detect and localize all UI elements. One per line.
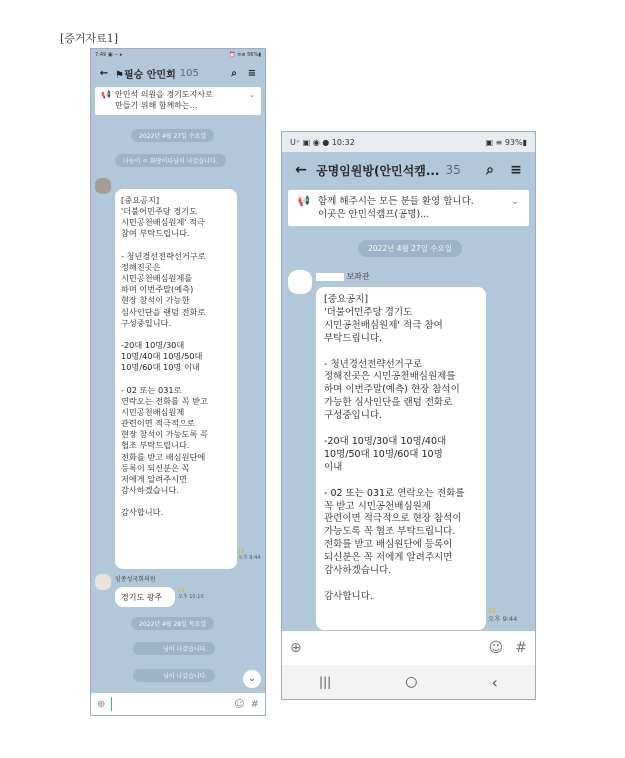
system-message [133,642,215,655]
recent-apps-icon[interactable]: ||| [319,675,332,689]
chat-header [91,62,265,84]
status-icons-right: ⏰ ≡≢ 56%▮ [229,51,261,58]
message-input-bar [91,693,265,715]
unread-count: 15 [488,607,497,615]
status-left [95,52,122,58]
message-meta [178,588,204,600]
menu-icon[interactable]: ≡ [247,67,257,79]
date-divider: 2022년 4월 27일 수요일 [358,240,462,257]
message-time: 오후 10:10 [178,594,204,600]
chat-title: 공명임원방(안민석캠... [316,163,440,178]
status-bar [282,132,535,152]
system-nav-bar [282,665,535,699]
unread-count: 19 [238,549,245,555]
status-icons-right: ▣ ≡ 93%▮ [485,137,527,147]
plus-icon[interactable]: ⊕ [290,640,302,656]
status-bar [91,49,265,60]
message-time: 오후 9:44 [238,555,261,561]
redacted-name [316,273,344,281]
hash-icon[interactable]: # [515,640,527,656]
message-input[interactable] [111,697,234,711]
notice-text: 안민석 의원을 경기도지사로 만들기 위해 함께하는... [115,90,213,110]
member-count: 35 [445,163,461,177]
back-icon[interactable]: ‹ [491,672,498,692]
sender-title: 보좌관 [346,272,370,281]
evidence-label: [증거자료1] [60,32,119,45]
date-divider: 2022년 4월 28일 목요일 [131,617,214,630]
menu-icon[interactable]: ≡ [510,162,522,178]
message-bubble[interactable]: [중요공지] '더불어민주당 경기도 시민공천배심원제' 적극 참여 부탁드립니다. - 청년경선전략선거구로 정해진곳은 시민공천배심원제를 하며 이번주말(예측) 현장 참석이 가능한 심사인단을 랜덤 전화로 구성중입니다. -20대 10명/30대 10명/40대 10명/50대 10명/60대 10명 이내 - 02 또는 031로 연락오는 전화를 꼭 받고 시민공천배심원제 관련이면 적극적으로 현장 참석이 가능도록 꼭 협조 부탁드립니다. 전화를 받고 배심원단에 등록이 되신분은 꼭 저에게 알려주시면 감사하겠습니다. 감사합니다. [316,287,486,630]
hash-icon[interactable]: # [250,698,259,710]
megaphone-icon: 📢 [101,90,111,99]
megaphone-icon: 📢 [297,196,311,207]
system-message-text: 님이 나갔습니다. [163,646,208,653]
status-time: 10:32 [331,137,355,147]
chat-title: ⚑필승 안민회 [115,69,176,81]
message-input[interactable] [308,639,489,657]
status-icons-left: U⁺ ▣ ◉ ● [290,137,330,147]
member-count: 105 [179,67,199,79]
unread-count: 19 [178,588,185,594]
message-bubble[interactable]: 경기도 광주 [115,587,175,607]
chevron-down-icon[interactable]: ⌄ [248,90,256,99]
plus-icon[interactable]: ⊕ [97,698,106,710]
avatar[interactable] [95,574,111,590]
avatar[interactable] [95,178,111,194]
sender-name [316,271,370,282]
system-message: 나눔이 ㅇ 화랑이다님이 나갔습니다. [115,154,226,167]
date-divider: 2022년 4월 27일 수요일 [131,129,214,142]
system-message [133,669,215,682]
notice-banner[interactable] [288,190,529,226]
chat-screenshot-right [281,131,536,700]
sender-name: 임종성국회의원 [115,576,156,583]
back-arrow-icon[interactable]: ← [295,162,307,178]
back-arrow-icon[interactable]: ← [99,67,109,79]
notice-banner[interactable] [95,87,261,115]
message-meta [238,549,260,561]
avatar[interactable] [288,270,312,294]
message-input-bar [282,631,535,665]
search-icon[interactable]: ⌕ [486,162,494,178]
chat-screenshot-left [90,48,266,716]
system-message-text: 님이 나갔습니다. [163,673,208,680]
search-icon[interactable]: ⌕ [231,67,237,79]
emoji-icon[interactable]: ☺ [488,640,504,656]
message-meta [488,608,517,624]
message-time: 오후 9:44 [488,614,518,623]
chevron-down-icon[interactable]: ⌄ [511,196,519,207]
status-time: 7:49 [95,51,107,58]
scroll-down-icon[interactable]: ⌄ [243,670,261,688]
message-bubble[interactable]: [중요공지] '더불어민주당 경기도 시민공천배심원제' 적극 참여 부탁드립니다. - 청년경선전략선거구로 정해진곳은 시민공천배심원제를 하며 이번주말(예측) 현장 참석이 가능한 심사인단을 랜덤 전화로 구성중입니다. -20대 10명/30대 10명/40대 10명/50대 10명/60대 10명 이내 - 02 또는 031로 연락오는 전화를 꼭 받고 시민공천배심원제 관련이면 적극적으로 현장 참석이 가능도록 꼭 협조 부탁드립니다. 전화를 받고 배심원단에 등록이 되신분은 꼭 저에게 알려주시면 감사하겠습니다. 감사합니다. [115,189,237,569]
status-icons-left: ▣ − ▸ [107,51,123,58]
notice-text: 함께 해주시는 모든 분들 환영 합니다. 이곳은 안민석캠프(공명)... [318,196,474,221]
chat-header [282,156,535,184]
emoji-icon[interactable]: ☺ [234,698,245,710]
home-icon[interactable]: ○ [405,674,418,690]
status-left [290,138,355,147]
